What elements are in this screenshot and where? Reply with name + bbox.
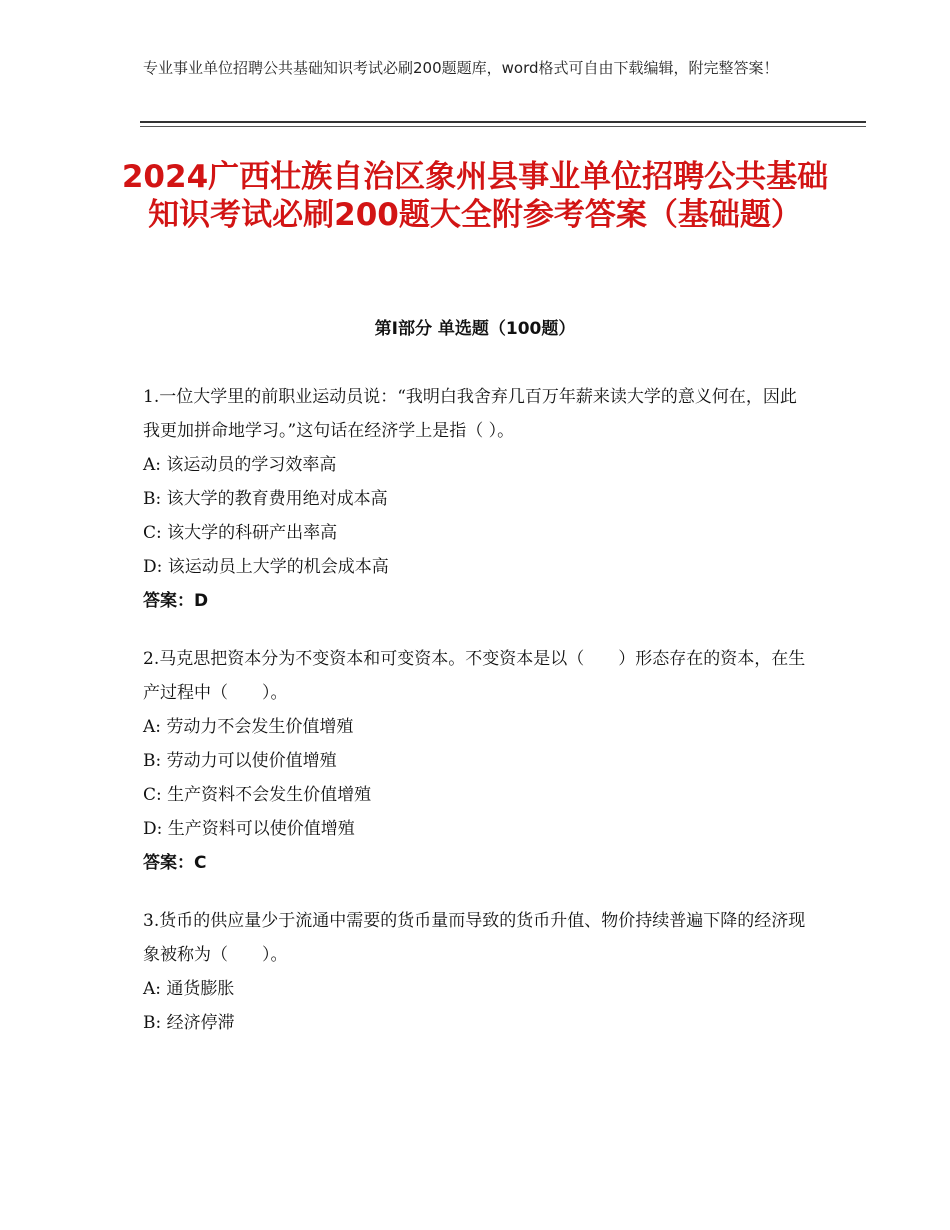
question-stem: 1.一位大学里的前职业运动员说：“我明白我舍弃几百万年薪来读大学的意义何在，因此我更加拼命地学习。”这句话在经济学上是指（ ）。	[143, 387, 797, 441]
header-divider-thick	[140, 121, 866, 123]
document-title: 2024广西壮族自治区象州县事业单位招聘公共基础知识考试必刷200题大全附参考答案（基础题）	[121, 159, 829, 233]
option-d: D: 该运动员上大学的机会成本高	[143, 557, 389, 577]
header-divider-thin	[140, 126, 866, 127]
section-title: 第Ⅰ部分 单选题（100题）	[374, 319, 576, 339]
option-c: C: 该大学的科研产出率高	[143, 523, 338, 543]
question-list	[143, 380, 807, 1064]
answer-line: 答案：C	[143, 853, 207, 873]
answer-line: 答案：D	[143, 591, 209, 611]
question-2	[143, 642, 807, 880]
header-note: 专业事业单位招聘公共基础知识考试必刷200题题库，word格式可自由下载编辑，附完整答案！	[143, 59, 779, 77]
option-d: D: 生产资料可以使价值增殖	[143, 819, 355, 839]
question-stem: 2.马克思把资本分为不变资本和可变资本。不变资本是以（ ）形态存在的资本，在生产过程中（ ）。	[143, 649, 806, 703]
option-b: B: 该大学的教育费用绝对成本高	[143, 489, 388, 509]
option-a: A: 劳动力不会发生价值增殖	[143, 717, 354, 737]
option-a: A: 该运动员的学习效率高	[143, 455, 337, 475]
question-3	[143, 904, 807, 1040]
option-a: A: 通货膨胀	[143, 979, 235, 999]
option-c: C: 生产资料不会发生价值增殖	[143, 785, 372, 805]
option-b: B: 劳动力可以使价值增殖	[143, 751, 337, 771]
option-b: B: 经济停滞	[143, 1013, 235, 1033]
question-1	[143, 380, 807, 618]
question-stem: 3.货币的供应量少于流通中需要的货币量而导致的货币升值、物价持续普遍下降的经济现象被称为（ ）。	[143, 911, 806, 965]
